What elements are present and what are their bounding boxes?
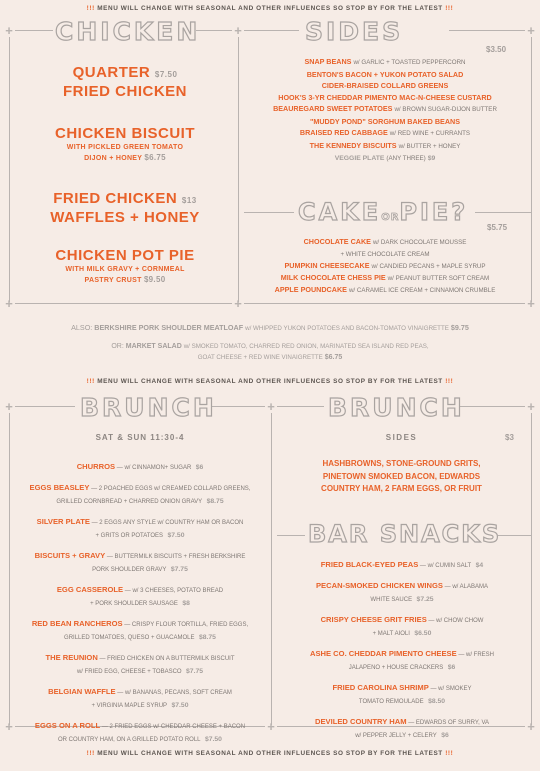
cake-list — [244, 236, 526, 296]
list-item: SNAP BEANS w/ GARLIC + TOASTED PEPPERCORN — [304, 57, 466, 66]
sides-heading: SIDES — [305, 17, 404, 46]
bottom-banner: !!! MENU WILL CHANGE WITH SEASONAL AND OTHER INFLUENCES SO STOP BY FOR THE LATEST !!! — [86, 750, 454, 757]
list-item: PUMPKIN CHEESECAKE w/ CANDIED PECANS + MAPLE SYRUP — [284, 261, 486, 270]
frame-line — [277, 535, 305, 536]
brunch-hours: SAT & SUN 11:30-4 — [95, 433, 185, 442]
list-item: FRIED CAROLINA SHRIMP — w/ SMOKEY TOMATO REMOULADE $8.50 — [332, 683, 472, 705]
also-line: ALSO: BERKSHIRE PORK SHOULDER MEATLOAF w/ WHIPPED YUKON POTATOES AND BACON-TOMATO VINAIGRETTE $9.75 — [71, 323, 469, 332]
frame-line — [244, 303, 525, 304]
frame-line — [9, 37, 10, 302]
corner-plus-icon: + — [5, 23, 13, 38]
chicken-item: CHICKEN BISCUIT WITH PICKLED GREEN TOMATO DIJON + HONEY $6.75 — [54, 125, 195, 162]
list-item: CRISPY CHEESE GRIT FRIES — w/ CHOW CHOW + MALT AIOLI $6.50 — [320, 615, 484, 637]
list-item: EGG CASSEROLE — w/ 3 CHEESES, POTATO BREAD + PORK SHOULDER SAUSAGE $8 — [56, 585, 224, 607]
list-item: BRAISED RED CABBAGE w/ RED WINE + CURRANTS — [299, 128, 471, 137]
brunch-sides-price: $3 — [505, 433, 514, 442]
frame-line — [475, 212, 531, 213]
list-item: PECAN-SMOKED CHICKEN WINGS — w/ ALABAMA WHITE SAUCE $7.25 — [315, 581, 489, 603]
frame-line — [15, 30, 53, 31]
list-item: CHURROS — w/ CINNAMON+ SUGAR $6 — [76, 462, 204, 471]
frame-line — [244, 212, 294, 213]
frame-line — [15, 406, 75, 407]
list-item: FRIED BLACK-EYED PEAS — w/ CUMIN SALT $4 — [320, 560, 484, 569]
frame-line — [531, 37, 532, 302]
corner-plus-icon: + — [527, 399, 535, 414]
corner-plus-icon: + — [234, 296, 242, 311]
bar-snacks-list — [274, 558, 530, 749]
brunch-sides-subtitle: SIDES — [385, 433, 418, 442]
list-item: HOOK'S 3-YR CHEDDAR PIMENTO MAC-N-CHEESE CUSTARD — [278, 92, 492, 102]
brunch-list — [12, 460, 268, 753]
list-item: "MUDDY POND" SORGHUM BAKED BEANS — [309, 116, 461, 126]
frame-line — [9, 413, 10, 725]
chicken-item: QUARTER $7.50 FRIED CHICKEN — [62, 64, 187, 100]
frame-line — [15, 303, 232, 304]
list-item: SILVER PLATE — 2 EGGS ANY STYLE w/ COUNTRY HAM OR BACON + GRITS OR POTATOES $7.50 — [36, 517, 244, 539]
list-item: VEGGIE PLATE (ANY THREE) $9 — [334, 155, 436, 162]
brunch-heading: BRUNCH — [80, 393, 217, 422]
frame-line — [238, 37, 239, 302]
list-item: BEAUREGARD SWEET POTATOES w/ BROWN SUGAR-DIJON BUTTER — [273, 104, 497, 113]
corner-plus-icon: + — [234, 23, 242, 38]
chicken-heading: CHICKEN — [55, 17, 201, 46]
sides-price: $3.50 — [486, 45, 507, 54]
cake-price: $5.75 — [487, 223, 508, 232]
frame-line — [271, 413, 272, 725]
list-item: BISCUITS + GRAVY — BUTTERMILK BISCUITS + FRESH BERKSHIRE PORK SHOULDER GRAVY $7.75 — [34, 551, 246, 573]
sides-list — [244, 56, 526, 165]
frame-line — [244, 30, 299, 31]
salad-line: OR: MARKET SALAD w/ SMOKED TOMATO, CHARRED RED ONION, MARINATED SEA ISLAND RED PEAS, GOAT CHEESE + RED WINE VINAIGRETTE $6.75 — [111, 343, 429, 361]
corner-plus-icon: + — [527, 23, 535, 38]
top-banner: !!! MENU WILL CHANGE WITH SEASONAL AND OTHER INFLUENCES SO STOP BY FOR THE LATEST !!! — [86, 5, 454, 12]
frame-line — [449, 30, 525, 31]
corner-plus-icon: + — [527, 719, 535, 734]
brunch-sides-heading: BRUNCH — [328, 393, 465, 422]
corner-plus-icon: + — [5, 719, 13, 734]
list-item: EGGS ON A ROLL — 2 FRIED EGGS w/ CHEDDAR CHEESE + BACON OR COUNTRY HAM, ON A GRILLED POTATO ROLL $7.50 — [34, 721, 246, 743]
chicken-item: FRIED CHICKEN $13 WAFFLES + HONEY — [50, 190, 200, 226]
frame-line — [196, 30, 232, 31]
frame-line — [531, 413, 532, 725]
list-item: MILK CHOCOLATE CHESS PIE w/ PEANUT BUTTER SOFT CREAM — [280, 273, 490, 282]
list-item: THE KENNEDY BISCUITS w/ BUTTER + HONEY — [309, 140, 461, 150]
list-item: DEVILED COUNTRY HAM — EDWARDS OF SURRY, VA w/ PEPPER JELLY + CELERY $6 — [314, 717, 490, 739]
frame-line — [277, 406, 324, 407]
list-item: CHOCOLATE CAKE w/ DARK CHOCOLATE MOUSSE — [303, 237, 467, 246]
bar-snacks-heading: BAR SNACKS — [308, 520, 502, 548]
cake-or-pie-heading: CAKEORPIE? — [298, 198, 469, 226]
corner-plus-icon: + — [527, 296, 535, 311]
corner-plus-icon: + — [267, 399, 275, 414]
list-item: RED BEAN RANCHEROS — CRISPY FLOUR TORTILLA, FRIED EGGS, GRILLED TOMATOES, QUESO + GUACAMOLE $8.75 — [31, 619, 249, 641]
list-item: BENTON'S BACON + YUKON POTATO SALAD — [306, 69, 464, 79]
list-item: ASHE CO. CHEDDAR PIMENTO CHEESE — w/ FRESH JALAPENO + HOUSE CRACKERS $6 — [309, 649, 495, 671]
list-item: EGGS BEASLEY — 2 POACHED EGGS w/ CREAMED COLLARD GREENS, GRILLED CORNBREAD + CHARRED ONION GRAVY $8.75 — [29, 483, 251, 505]
corner-plus-icon: + — [5, 399, 13, 414]
brunch-sides-text: HASHBROWNS, STONE-GROUND GRITS, PINETOWN SMOKED BACON, EDWARDS COUNTRY HAM, 2 FARM EGGS, OR FRUIT — [321, 459, 482, 493]
list-item: CIDER-BRAISED COLLARD GREENS — [321, 81, 449, 90]
list-item: BELGIAN WAFFLE — w/ BANANAS, PECANS, SOFT CREAM + VIRGINIA MAPLE SYRUP $7.50 — [48, 687, 232, 709]
frame-line — [498, 535, 531, 536]
list-item: THE REUNION — FRIED CHICKEN ON A BUTTERMILK BISCUIT w/ FRIED EGG, CHEESE + TOBASCO $7.75 — [45, 653, 235, 675]
list-item: APPLE POUNDCAKE w/ CARAMEL ICE CREAM + CINNAMON CRUMBLE — [274, 285, 496, 294]
corner-plus-icon: + — [267, 719, 275, 734]
list-item: + WHITE CHOCOLATE CREAM — [340, 251, 430, 258]
corner-plus-icon: + — [5, 296, 13, 311]
middle-banner: !!! MENU WILL CHANGE WITH SEASONAL AND OTHER INFLUENCES SO STOP BY FOR THE LATEST !!! — [86, 378, 454, 385]
chicken-item: CHICKEN POT PIE WITH MILK GRAVY + CORNMEAL PASTRY CRUST $9.50 — [55, 247, 195, 284]
